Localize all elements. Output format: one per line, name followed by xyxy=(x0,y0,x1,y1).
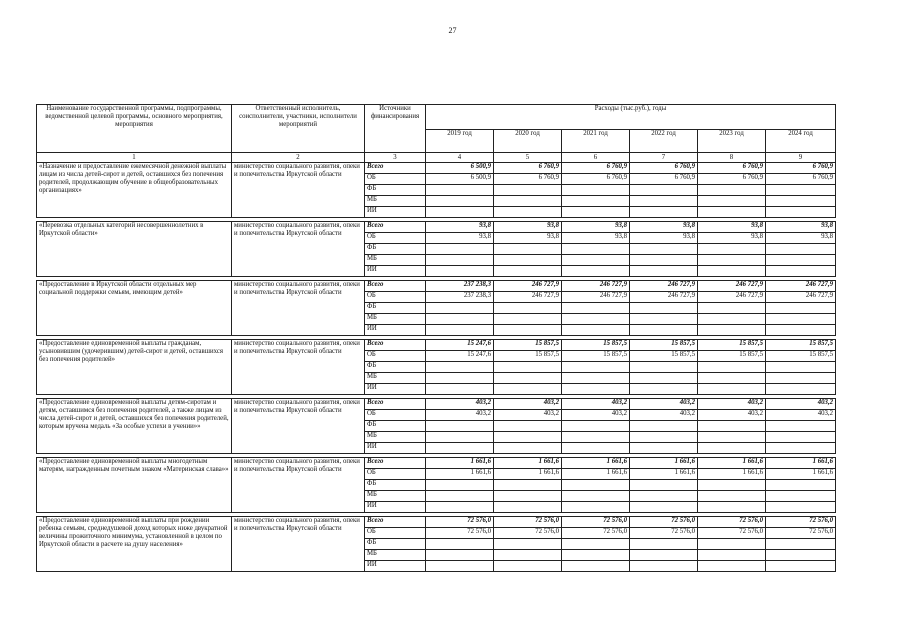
expense-value: 15 857,5 xyxy=(562,340,630,351)
expense-value xyxy=(562,325,630,336)
expense-value xyxy=(562,303,630,314)
expense-value xyxy=(766,266,836,277)
expense-value xyxy=(562,491,630,502)
expense-value: 93,8 xyxy=(630,233,698,244)
table-row xyxy=(37,163,836,174)
header-source-column: Источники финансирования xyxy=(365,105,426,153)
expense-value: 93,8 xyxy=(630,222,698,233)
table-row xyxy=(37,517,836,528)
expense-value xyxy=(698,314,766,325)
expense-value xyxy=(426,207,494,218)
expense-value xyxy=(766,303,836,314)
column-number: 6 xyxy=(562,153,630,163)
expense-value: 403,2 xyxy=(494,399,562,410)
expense-value xyxy=(562,255,630,266)
expense-value xyxy=(766,244,836,255)
column-number: 3 xyxy=(365,153,426,163)
expense-value: 6 760,9 xyxy=(698,163,766,174)
funding-source: ФБ xyxy=(365,244,426,255)
funding-source: ФБ xyxy=(365,303,426,314)
column-number: 7 xyxy=(630,153,698,163)
expense-value xyxy=(426,325,494,336)
expense-value xyxy=(562,443,630,454)
expense-value: 1 661,6 xyxy=(562,469,630,480)
expense-value xyxy=(698,432,766,443)
funding-source: ИИ xyxy=(365,561,426,572)
column-number: 5 xyxy=(494,153,562,163)
expense-value xyxy=(494,421,562,432)
expense-value xyxy=(698,362,766,373)
expense-value xyxy=(562,561,630,572)
expense-value: 403,2 xyxy=(562,399,630,410)
expense-value: 93,8 xyxy=(766,222,836,233)
column-number: 4 xyxy=(426,153,494,163)
funding-source: МБ xyxy=(365,255,426,266)
funding-source: Всего xyxy=(365,163,426,174)
expense-value: 15 857,5 xyxy=(630,351,698,362)
expense-value xyxy=(630,196,698,207)
expense-value: 1 661,6 xyxy=(630,469,698,480)
expense-value: 93,8 xyxy=(426,222,494,233)
expense-value: 1 661,6 xyxy=(494,458,562,469)
funding-source: МБ xyxy=(365,196,426,207)
expense-value: 1 661,6 xyxy=(426,458,494,469)
expense-value xyxy=(426,384,494,395)
expense-value: 246 727,9 xyxy=(698,292,766,303)
expense-value xyxy=(698,550,766,561)
expense-value xyxy=(766,362,836,373)
expense-value: 403,2 xyxy=(766,399,836,410)
table-body xyxy=(37,163,836,572)
expense-value: 237 238,3 xyxy=(426,281,494,292)
expense-value: 1 661,6 xyxy=(698,458,766,469)
header-expenses: Расходы (тыс.руб.), годы xyxy=(426,105,836,130)
expense-value xyxy=(494,491,562,502)
expense-value: 6 760,9 xyxy=(494,163,562,174)
expense-value xyxy=(426,550,494,561)
expense-value: 403,2 xyxy=(766,410,836,421)
expense-value xyxy=(698,421,766,432)
expense-value: 15 857,5 xyxy=(698,351,766,362)
header-year: 2023 год xyxy=(698,130,766,153)
expense-value xyxy=(698,196,766,207)
expense-value xyxy=(494,432,562,443)
expense-value: 6 760,9 xyxy=(766,174,836,185)
expense-value: 246 727,9 xyxy=(766,292,836,303)
expense-value: 93,8 xyxy=(426,233,494,244)
expense-value xyxy=(698,303,766,314)
funding-source: ИИ xyxy=(365,266,426,277)
expense-value xyxy=(426,255,494,266)
funding-source: ОБ xyxy=(365,292,426,303)
expense-value: 15 247,6 xyxy=(426,351,494,362)
header-year: 2024 год xyxy=(766,130,836,153)
table-row xyxy=(37,399,836,410)
expense-value xyxy=(630,266,698,277)
expense-value: 72 576,0 xyxy=(494,517,562,528)
funding-source: ФБ xyxy=(365,539,426,550)
event-name: «Назначение и предоставление ежемесячной денежной выплаты лицам из числа детей-сирот и детей, оставшихся без попечения родителей, продолжающим обучение в общеобразовательных организациях» xyxy=(37,163,232,218)
expense-value xyxy=(426,362,494,373)
expense-value: 6 760,9 xyxy=(562,163,630,174)
expense-value xyxy=(562,244,630,255)
funding-source: МБ xyxy=(365,373,426,384)
funding-source: ОБ xyxy=(365,528,426,539)
expense-value xyxy=(630,421,698,432)
header-executor-column: Ответственный исполнитель, соисполнители, участники, исполнители мероприятий xyxy=(232,105,365,153)
expense-value: 403,2 xyxy=(426,399,494,410)
funding-source: ОБ xyxy=(365,233,426,244)
expense-value: 1 661,6 xyxy=(766,458,836,469)
expense-value: 6 760,9 xyxy=(698,174,766,185)
expense-value xyxy=(562,502,630,513)
funding-source: ФБ xyxy=(365,421,426,432)
expense-value xyxy=(630,491,698,502)
expense-value xyxy=(426,314,494,325)
expense-value xyxy=(426,185,494,196)
expense-value xyxy=(562,185,630,196)
funding-source: ФБ xyxy=(365,362,426,373)
expense-value xyxy=(630,185,698,196)
funding-source: МБ xyxy=(365,550,426,561)
expense-value: 6 760,9 xyxy=(494,174,562,185)
expense-value xyxy=(494,362,562,373)
expense-value xyxy=(494,185,562,196)
funding-source: ОБ xyxy=(365,469,426,480)
expense-value xyxy=(698,502,766,513)
expense-value xyxy=(562,480,630,491)
expense-value: 403,2 xyxy=(562,410,630,421)
expense-value: 237 238,3 xyxy=(426,292,494,303)
expense-value xyxy=(494,314,562,325)
expense-value xyxy=(494,550,562,561)
expense-value: 93,8 xyxy=(698,222,766,233)
expense-value xyxy=(630,255,698,266)
expense-value: 72 576,0 xyxy=(766,517,836,528)
expense-value: 246 727,9 xyxy=(630,281,698,292)
expense-value xyxy=(494,325,562,336)
expense-value xyxy=(630,502,698,513)
page-number: 27 xyxy=(448,26,457,35)
executor: министерство социального развития, опеки и попечительства Иркутской области xyxy=(232,222,365,277)
expense-value: 6 760,9 xyxy=(630,174,698,185)
expense-value: 15 857,5 xyxy=(494,351,562,362)
expense-value xyxy=(766,421,836,432)
expense-value xyxy=(426,443,494,454)
expense-value xyxy=(630,303,698,314)
expense-value: 72 576,0 xyxy=(698,517,766,528)
expense-value xyxy=(630,325,698,336)
header-year: 2021 год xyxy=(562,130,630,153)
event-name: «Предоставление в Иркутской области отдельных мер социальной поддержки семьям, имеющим детей» xyxy=(37,281,232,336)
expense-value: 1 661,6 xyxy=(766,469,836,480)
expense-value xyxy=(630,244,698,255)
expense-value xyxy=(426,373,494,384)
table-row xyxy=(37,222,836,233)
expense-value xyxy=(630,550,698,561)
executor: министерство социального развития, опеки и попечительства Иркутской области xyxy=(232,399,365,454)
expense-value xyxy=(494,443,562,454)
event-name: «Предоставление единовременной выплаты многодетным матерям, награжденным почетным знаком «Материнская слава»» xyxy=(37,458,232,513)
expense-value xyxy=(766,443,836,454)
expense-value: 246 727,9 xyxy=(562,292,630,303)
expense-value: 72 576,0 xyxy=(698,528,766,539)
expense-value xyxy=(562,384,630,395)
expense-value: 246 727,9 xyxy=(630,292,698,303)
funding-source: Всего xyxy=(365,281,426,292)
expense-value: 72 576,0 xyxy=(426,528,494,539)
expense-value xyxy=(766,196,836,207)
expense-value xyxy=(766,185,836,196)
expense-value xyxy=(494,244,562,255)
expense-value: 15 857,5 xyxy=(766,340,836,351)
expense-value: 15 857,5 xyxy=(698,340,766,351)
expense-value xyxy=(766,207,836,218)
expense-value: 15 857,5 xyxy=(630,340,698,351)
expense-value: 403,2 xyxy=(698,399,766,410)
expense-value xyxy=(630,443,698,454)
executor: министерство социального развития, опеки и попечительства Иркутской области xyxy=(232,281,365,336)
expense-value: 72 576,0 xyxy=(630,528,698,539)
expense-value: 403,2 xyxy=(698,410,766,421)
expense-value: 72 576,0 xyxy=(562,528,630,539)
expense-value xyxy=(426,303,494,314)
header-year: 2022 год xyxy=(630,130,698,153)
funding-source: Всего xyxy=(365,517,426,528)
funding-source: ОБ xyxy=(365,410,426,421)
expense-value xyxy=(562,432,630,443)
event-name: «Перевозка отдельных категорий несовершеннолетних в Иркутской области» xyxy=(37,222,232,277)
expense-value xyxy=(426,480,494,491)
expense-value: 72 576,0 xyxy=(494,528,562,539)
expense-value: 1 661,6 xyxy=(494,469,562,480)
expense-value xyxy=(426,432,494,443)
expense-value: 93,8 xyxy=(698,233,766,244)
funding-source: Всего xyxy=(365,399,426,410)
expense-value xyxy=(426,196,494,207)
expense-value: 1 661,6 xyxy=(630,458,698,469)
expense-value xyxy=(766,384,836,395)
expense-value xyxy=(698,384,766,395)
header-name-column: Наименование государственной программы, подпрограммы, ведомственной целевой программы, основного мероприятия, мероприятия xyxy=(37,105,232,153)
expense-value xyxy=(698,480,766,491)
column-number: 9 xyxy=(766,153,836,163)
expense-value xyxy=(494,539,562,550)
expense-value xyxy=(494,502,562,513)
event-name: «Предоставление единовременной выплаты детям-сиротам и детям, оставшимся без попечения родителей, а также лицам из числа детей-сирот и детей, оставшихся без попечения родителей, которым вручена медаль «За особые успехи в учении»» xyxy=(37,399,232,454)
expense-value xyxy=(698,561,766,572)
funding-source: ИИ xyxy=(365,207,426,218)
expense-value xyxy=(494,303,562,314)
expense-value xyxy=(630,539,698,550)
expense-value xyxy=(562,266,630,277)
expense-value xyxy=(766,539,836,550)
expense-value xyxy=(426,244,494,255)
executor: министерство социального развития, опеки и попечительства Иркутской области xyxy=(232,517,365,572)
expense-value xyxy=(698,266,766,277)
expense-value: 93,8 xyxy=(494,222,562,233)
expense-value xyxy=(562,207,630,218)
expense-value xyxy=(630,314,698,325)
funding-source: МБ xyxy=(365,314,426,325)
expense-value xyxy=(630,432,698,443)
expense-value xyxy=(698,185,766,196)
expense-value xyxy=(494,207,562,218)
column-number: 2 xyxy=(232,153,365,163)
expense-value xyxy=(766,561,836,572)
expense-value: 15 857,5 xyxy=(766,351,836,362)
expense-value xyxy=(426,502,494,513)
expense-value: 1 661,6 xyxy=(426,469,494,480)
funding-source: ИИ xyxy=(365,325,426,336)
expense-value: 403,2 xyxy=(426,410,494,421)
expense-value xyxy=(562,196,630,207)
expense-value xyxy=(698,491,766,502)
expense-value xyxy=(766,325,836,336)
expense-value: 6 500,9 xyxy=(426,174,494,185)
expense-value: 246 727,9 xyxy=(494,281,562,292)
expense-value: 403,2 xyxy=(630,399,698,410)
expense-value xyxy=(698,207,766,218)
header-year: 2019 год xyxy=(426,130,494,153)
expense-value xyxy=(766,480,836,491)
funding-source: Всего xyxy=(365,458,426,469)
funding-source: ИИ xyxy=(365,384,426,395)
expense-value: 72 576,0 xyxy=(562,517,630,528)
expense-value xyxy=(494,196,562,207)
expense-value: 93,8 xyxy=(494,233,562,244)
expense-value xyxy=(766,373,836,384)
expense-value: 15 247,6 xyxy=(426,340,494,351)
expense-value xyxy=(630,480,698,491)
expense-value: 93,8 xyxy=(766,233,836,244)
funding-source: ФБ xyxy=(365,480,426,491)
expense-value: 246 727,9 xyxy=(766,281,836,292)
expense-value xyxy=(426,539,494,550)
expense-value xyxy=(698,255,766,266)
expense-value xyxy=(562,362,630,373)
column-number: 8 xyxy=(698,153,766,163)
expense-value xyxy=(766,502,836,513)
funding-source: МБ xyxy=(365,491,426,502)
budget-table xyxy=(36,104,836,572)
expense-value: 246 727,9 xyxy=(698,281,766,292)
event-name: «Предоставление единовременной выплаты гражданам, усыновившим (удочерившим) детей-сирот и детей, оставшихся без попечения родителей» xyxy=(37,340,232,395)
expense-value xyxy=(630,373,698,384)
expense-value: 6 500,9 xyxy=(426,163,494,174)
expense-value xyxy=(494,255,562,266)
funding-source: ИИ xyxy=(365,443,426,454)
expense-value xyxy=(426,266,494,277)
funding-source: Всего xyxy=(365,340,426,351)
expense-value: 72 576,0 xyxy=(630,517,698,528)
expense-value xyxy=(630,362,698,373)
expense-value xyxy=(562,373,630,384)
expense-value: 1 661,6 xyxy=(698,469,766,480)
table-row xyxy=(37,340,836,351)
expense-value xyxy=(494,373,562,384)
expense-value: 93,8 xyxy=(562,233,630,244)
funding-source: ИИ xyxy=(365,502,426,513)
expense-value xyxy=(698,443,766,454)
expense-value: 72 576,0 xyxy=(766,528,836,539)
funding-source: ФБ xyxy=(365,185,426,196)
expense-value: 15 857,5 xyxy=(562,351,630,362)
expense-value xyxy=(766,432,836,443)
expense-value xyxy=(630,561,698,572)
expense-value xyxy=(426,561,494,572)
expense-value xyxy=(698,539,766,550)
expense-value xyxy=(494,480,562,491)
funding-source: ОБ xyxy=(365,351,426,362)
event-name: «Предоставление единовременной выплаты при рождении ребенка семьям, среднедушевой доход которых ниже двукратной величины прожиточного минимума, установленной в целом по Иркутской области в расчете на душу населения» xyxy=(37,517,232,572)
expense-value xyxy=(698,244,766,255)
funding-source: МБ xyxy=(365,432,426,443)
table-row xyxy=(37,458,836,469)
expense-value xyxy=(698,373,766,384)
header-year: 2020 год xyxy=(494,130,562,153)
expense-value: 6 760,9 xyxy=(630,163,698,174)
expense-value xyxy=(766,491,836,502)
expense-value xyxy=(426,491,494,502)
funding-source: Всего xyxy=(365,222,426,233)
expense-value: 403,2 xyxy=(630,410,698,421)
expense-value: 6 760,9 xyxy=(766,163,836,174)
expense-value: 93,8 xyxy=(562,222,630,233)
column-number: 1 xyxy=(37,153,232,163)
expense-value xyxy=(766,314,836,325)
expense-value xyxy=(494,266,562,277)
executor: министерство социального развития, опеки и попечительства Иркутской области xyxy=(232,340,365,395)
expense-value xyxy=(426,421,494,432)
expense-value: 1 661,6 xyxy=(562,458,630,469)
table-row xyxy=(37,281,836,292)
funding-source: ОБ xyxy=(365,174,426,185)
expense-value: 72 576,0 xyxy=(426,517,494,528)
expense-value: 6 760,9 xyxy=(562,174,630,185)
expense-value xyxy=(766,550,836,561)
executor: министерство социального развития, опеки и попечительства Иркутской области xyxy=(232,163,365,218)
expense-value xyxy=(562,539,630,550)
expense-value xyxy=(562,550,630,561)
executor: министерство социального развития, опеки и попечительства Иркутской области xyxy=(232,458,365,513)
expense-value xyxy=(698,325,766,336)
expense-value xyxy=(562,314,630,325)
expense-value xyxy=(562,421,630,432)
expense-value: 246 727,9 xyxy=(562,281,630,292)
expense-value xyxy=(766,255,836,266)
expense-value: 403,2 xyxy=(494,410,562,421)
expense-value xyxy=(630,384,698,395)
expense-value xyxy=(494,384,562,395)
expense-value xyxy=(630,207,698,218)
expense-value: 15 857,5 xyxy=(494,340,562,351)
expense-value xyxy=(494,561,562,572)
expense-value: 246 727,9 xyxy=(494,292,562,303)
